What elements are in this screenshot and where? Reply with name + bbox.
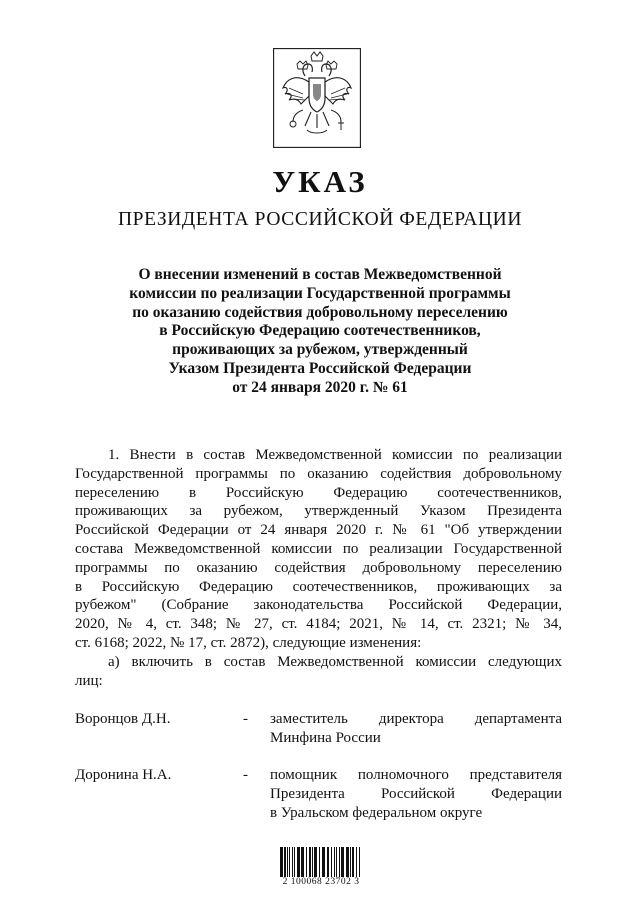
body-line: а) включить в состав Межведомственной комиссии следующих <box>108 653 562 670</box>
body-line: Российской Федерации от 24 января 2020 г. № 61 "Об утверждении <box>75 522 562 539</box>
heading-line: от 24 января 2020 г. № 61 <box>232 378 408 396</box>
member-name: Доронина Н.А. <box>75 767 172 783</box>
body-line: 1. Внести в состав Межведомственной комиссии по реализации <box>108 447 562 463</box>
emblem-icon <box>273 48 361 148</box>
barcode-icon <box>279 847 361 877</box>
member-dash: - <box>243 711 248 727</box>
member-dash: - <box>243 767 248 783</box>
member-description-line: Президента Российской Федерации <box>270 785 562 802</box>
body-line: в Российскую Федерацию соотечественников, проживающих за <box>75 578 562 595</box>
decree-heading <box>90 266 550 398</box>
member-description-line: в Уральском федеральном округе <box>270 804 483 821</box>
member-description-line: заместитель директора департамента <box>270 711 562 727</box>
body-line: ст. 6168; 2022, № 17, ст. 2872), следующие изменения: <box>75 634 422 651</box>
member-description-line: Минфина России <box>270 729 381 746</box>
body-line: 2020, № 4, ст. 348; № 27, ст. 4184; 2021, № 14, ст. 2321; № 34, <box>75 616 562 633</box>
decree-body <box>75 446 562 690</box>
member-description <box>270 710 562 748</box>
body-line: рубежом" (Собрание законодательства Российской Федерации, <box>75 597 562 614</box>
heading-line: комиссии по реализации Государственной программы <box>129 284 511 302</box>
body-line: Государственной программы по оказанию содействия добровольному <box>75 465 562 482</box>
body-line: лиц: <box>75 672 103 689</box>
body-line: проживающих за рубежом, утвержденный Указом Президента <box>75 503 562 520</box>
heading-line: по оказанию содействия добровольному переселению <box>132 303 508 321</box>
decree-subtitle: ПРЕЗИДЕНТА РОССИЙСКОЙ ФЕДЕРАЦИИ <box>117 209 523 230</box>
heading-line: в Российскую Федерацию соотечественников, <box>159 322 481 340</box>
heading-line: О внесении изменений в состав Межведомственной <box>138 266 502 283</box>
heading-line: Указом Президента Российской Федерации <box>168 359 472 377</box>
member-description <box>270 766 562 822</box>
member-name: Воронцов Д.Н. <box>75 711 171 727</box>
heading-line: проживающих за рубежом, утвержденный <box>172 341 468 359</box>
decree-title: УКАЗ <box>272 164 368 199</box>
body-line: программы по оказанию содействия добровольному переселению <box>75 559 562 576</box>
body-line: состава Межведомственной комиссии по реализации Государственной <box>75 540 562 557</box>
body-line: переселению в Российскую Федерацию соотечественников, <box>75 484 562 501</box>
member-description-line: помощник полномочного представителя <box>270 767 562 783</box>
barcode-number: 2 100068 23702 3 <box>282 877 360 887</box>
